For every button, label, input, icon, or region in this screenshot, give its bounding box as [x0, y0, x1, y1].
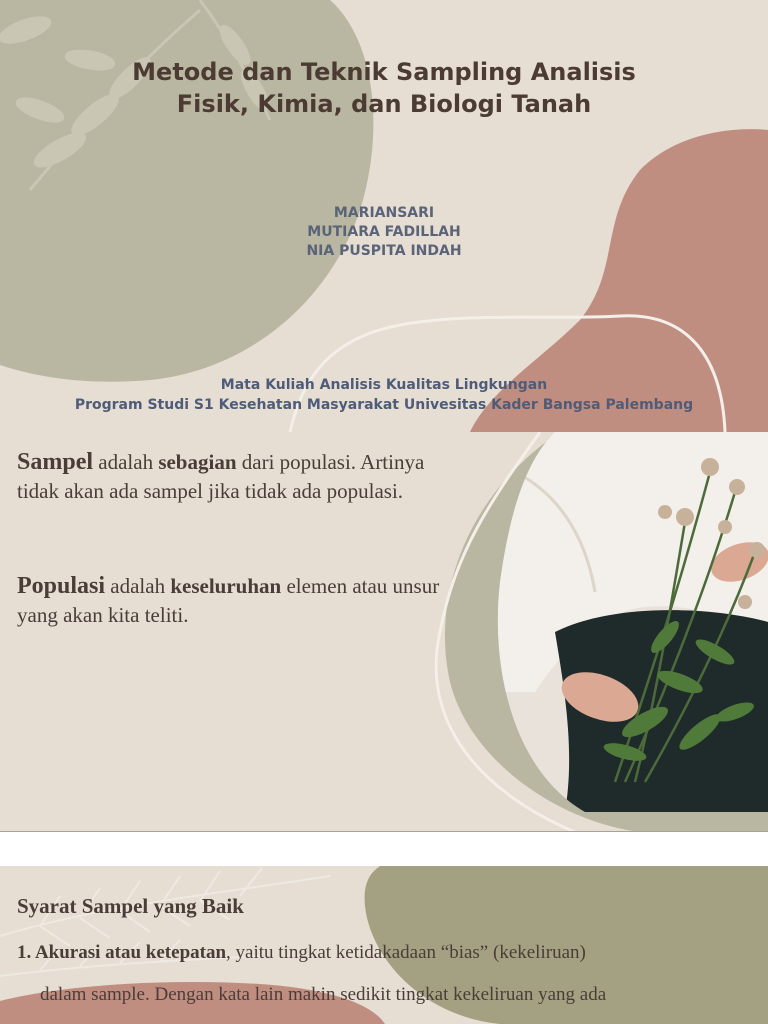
title-line-2: Fisik, Kimia, dan Biologi Tanah	[176, 90, 592, 118]
definition-slide	[0, 432, 768, 832]
author-name: NIA PUSPITA INDAH	[306, 243, 462, 259]
criteria-text: , yaitu tingkat ketidakadaan “bias” (kekeliruan)	[226, 942, 586, 963]
term-populasi: Populasi	[17, 573, 106, 599]
course-info	[0, 375, 768, 415]
criteria-label: 1. Akurasi atau ketepatan	[17, 942, 227, 963]
keyword-sebagian: sebagian	[158, 450, 237, 474]
section-heading: Syarat Sampel yang Baik	[17, 894, 244, 918]
course-name: Mata Kuliah Analisis Kualitas Lingkungan	[220, 377, 548, 393]
flowers-photo	[495, 432, 768, 812]
criteria-slide	[0, 866, 768, 1024]
definition-text: adalah	[93, 450, 159, 474]
definition-text: dari populasi. Artinya tidak akan ada sampel jika tidak ada populasi.	[17, 450, 425, 503]
author-list	[0, 204, 768, 261]
criteria-item-1	[17, 942, 586, 964]
title-slide	[0, 0, 768, 432]
page-title	[0, 56, 768, 120]
author-name: MARIANSARI	[333, 205, 435, 221]
definition-text: elemen atau unsur yang akan kita teliti.	[17, 574, 440, 627]
author-name: MUTIARA FADILLAH	[307, 224, 461, 240]
definition-text: adalah	[105, 574, 171, 598]
definition-sampel	[17, 448, 447, 506]
title-line-1: Metode dan Teknik Sampling Analisis	[132, 58, 636, 86]
keyword-keseluruhan: keseluruhan	[170, 574, 282, 598]
term-sampel: Sampel	[17, 449, 94, 475]
program-name: Program Studi S1 Kesehatan Masyarakat Univesitas Kader Bangsa Palembang	[74, 397, 694, 413]
page-gap	[0, 832, 768, 866]
definition-populasi	[17, 572, 447, 630]
criteria-item-1-continued: dalam sample. Dengan kata lain makin sedikit tingkat kekeliruan yang ada	[40, 984, 607, 1005]
